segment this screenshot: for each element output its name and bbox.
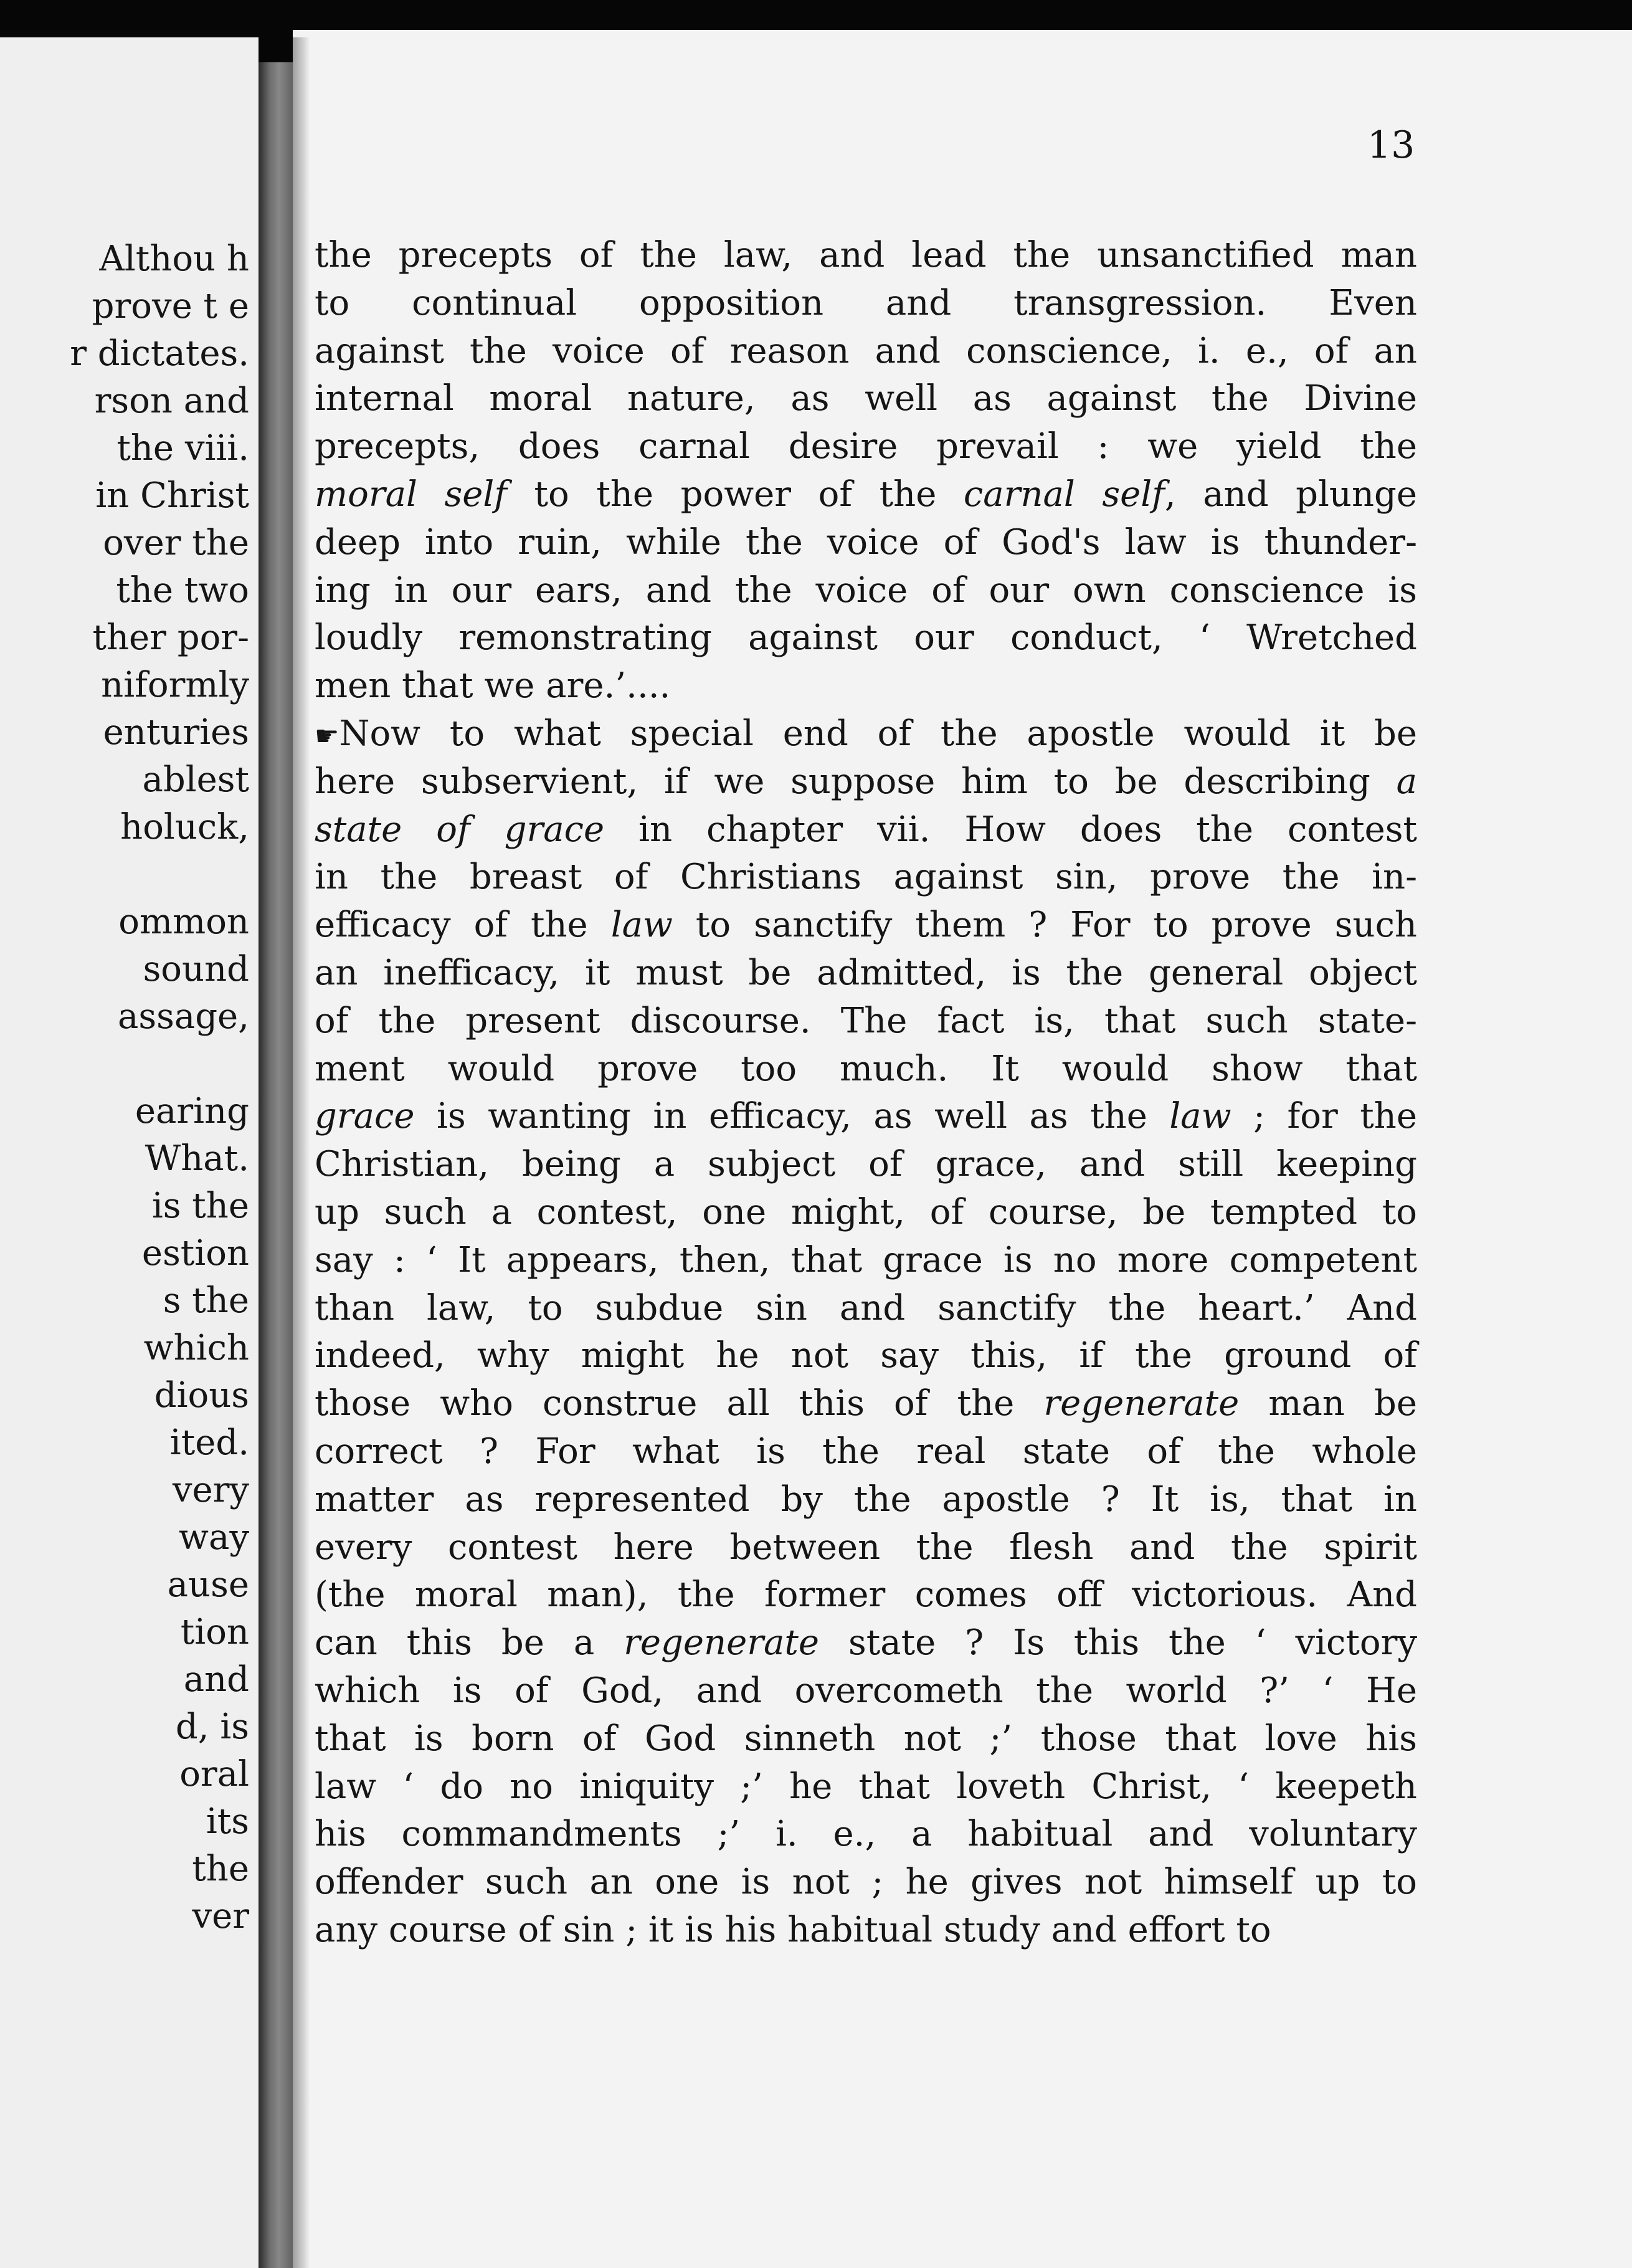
text-segment: to continual opposition and transgression. Even xyxy=(315,282,1417,323)
facing-page-line xyxy=(0,851,249,898)
facing-page-line: d, is xyxy=(175,1707,249,1747)
text-line xyxy=(315,1046,1417,1094)
text-segment: efficacy of the xyxy=(315,905,611,946)
facing-page-line: ause xyxy=(167,1565,249,1605)
facing-page-line: which xyxy=(143,1328,249,1368)
text-segment: loudly remonstrating against our conduct, ‘ Wretched xyxy=(315,617,1417,659)
facing-page-line: is the xyxy=(151,1186,249,1226)
text-line xyxy=(315,758,1417,806)
facing-page xyxy=(0,37,259,2268)
text-segment: an inefficacy, it must be admitted, is the general object xyxy=(315,952,1417,993)
text-segment: precepts, does carnal desire prevail : we yield the xyxy=(315,426,1417,467)
text-line xyxy=(315,1189,1417,1237)
text-segment: (the moral man), the former comes off victorious. And xyxy=(315,1575,1417,1616)
text-line xyxy=(315,1811,1417,1859)
facing-page-line: niformly xyxy=(101,665,249,705)
text-line xyxy=(315,998,1417,1046)
text-segment: those who construe all this of the xyxy=(315,1383,1044,1424)
emphasis-text: regenerate xyxy=(624,1622,820,1664)
emphasis-text: state of grace xyxy=(315,809,605,850)
text-line xyxy=(315,1476,1417,1524)
facing-page-line: rson and xyxy=(94,381,249,421)
text-segment: ing in our ears, and the voice of our own conscience is xyxy=(315,569,1417,611)
text-segment: men that we are.’.... xyxy=(315,665,671,707)
text-segment: Now to what special end of the apostle would it be xyxy=(339,713,1417,754)
text-segment: internal moral nature, as well as against the Divine xyxy=(315,378,1417,419)
emphasis-text: carnal self xyxy=(963,474,1165,515)
text-line xyxy=(315,1380,1417,1428)
facing-page-line: and xyxy=(183,1659,249,1700)
paragraph xyxy=(315,232,1417,710)
text-segment: against the voice of reason and conscience, i. e., of an xyxy=(315,330,1417,371)
text-line xyxy=(315,902,1417,950)
text-line xyxy=(315,950,1417,998)
book-gutter xyxy=(259,62,296,2268)
text-segment: state ? Is this the ‘ victory xyxy=(819,1622,1417,1664)
facing-page-line: ver xyxy=(192,1896,249,1937)
text-segment: law ‘ do no iniquity ;’ he that loveth Christ, ‘ keepeth xyxy=(315,1766,1417,1807)
text-segment: every contest here between the flesh and the spirit xyxy=(315,1527,1417,1568)
text-segment: deep into ruin, while the voice of God's law is thunder- xyxy=(315,522,1417,563)
text-line xyxy=(315,1859,1417,1907)
text-segment: to the power of the xyxy=(506,474,964,515)
text-line xyxy=(315,1428,1417,1476)
text-line xyxy=(315,1907,1417,1955)
text-line xyxy=(315,1332,1417,1380)
text-segment: say : ‘ It appears, then, that grace is no more competent xyxy=(315,1239,1417,1280)
text-line xyxy=(315,1763,1417,1811)
facing-page-line: in Christ xyxy=(95,475,249,516)
text-segment: which is of God, and overcometh the world ?’ ‘ He xyxy=(315,1670,1417,1711)
facing-page-line: dious xyxy=(154,1375,249,1416)
emphasis-text: grace xyxy=(315,1096,415,1137)
text-segment: to sanctify them ? For to prove such xyxy=(672,905,1417,946)
text-segment: of the present discourse. The fact is, that such state- xyxy=(315,1000,1417,1041)
facing-page-line: ther por- xyxy=(92,617,249,658)
facing-page-line: the xyxy=(192,1849,249,1889)
text-line xyxy=(315,1285,1417,1333)
text-line xyxy=(315,662,1417,710)
facing-page-line: s the xyxy=(163,1280,249,1321)
text-line xyxy=(315,1141,1417,1189)
text-line xyxy=(315,806,1417,854)
text-segment: man be xyxy=(1239,1383,1417,1424)
text-line xyxy=(315,1571,1417,1619)
text-segment: that is born of God sinneth not ;’ those that love his xyxy=(315,1718,1417,1759)
emphasis-text: law xyxy=(1169,1096,1231,1137)
text-segment: matter as represented by the apostle ? It is, that in xyxy=(315,1479,1417,1520)
facing-page-line: the viii. xyxy=(116,428,249,469)
text-line xyxy=(315,232,1417,280)
text-line xyxy=(315,1667,1417,1715)
facing-page-line xyxy=(0,1041,249,1088)
text-line xyxy=(315,1093,1417,1141)
text-line xyxy=(315,375,1417,423)
facing-page-line: its xyxy=(206,1801,249,1842)
facing-page-text xyxy=(0,236,249,1940)
text-segment: ment would prove too much. It would show that xyxy=(315,1048,1417,1089)
page-body xyxy=(315,232,1417,1955)
facing-page-line: assage, xyxy=(117,996,249,1037)
text-segment: than law, to subdue sin and sanctify the heart.’ And xyxy=(315,1287,1417,1328)
text-line xyxy=(315,1619,1417,1667)
text-line xyxy=(315,280,1417,328)
text-segment: here subservient, if we suppose him to be describing xyxy=(315,761,1397,802)
facing-page-line: r dictates. xyxy=(70,333,249,374)
emphasis-text: a xyxy=(1396,761,1417,802)
text-segment: , and plunge xyxy=(1164,474,1418,515)
facing-page-line: ablest xyxy=(142,760,249,800)
text-segment: up such a contest, one might, of course, be tempted to xyxy=(315,1191,1417,1232)
emphasis-text: law xyxy=(610,905,673,946)
facing-page-line: very xyxy=(172,1470,249,1510)
text-line xyxy=(315,710,1417,758)
facing-page-line: oral xyxy=(179,1754,249,1794)
facing-page-line: ommon xyxy=(118,902,249,942)
text-segment: in the breast of Christians against sin, prove the in- xyxy=(315,857,1417,898)
paragraph xyxy=(315,710,1417,1955)
text-segment: correct ? For what is the real state of the whole xyxy=(315,1431,1417,1472)
text-line xyxy=(315,519,1417,567)
page-number: 13 xyxy=(1367,123,1415,167)
facing-page-line: over the xyxy=(103,523,249,563)
text-segment: ; for the xyxy=(1231,1096,1417,1137)
facing-page-line: earing xyxy=(135,1091,249,1132)
text-segment: offender such an one is not ; he gives not himself up to xyxy=(315,1862,1417,1903)
text-segment: in chapter vii. How does the contest xyxy=(604,809,1418,850)
facing-page-line: What. xyxy=(145,1138,249,1179)
text-line xyxy=(315,423,1417,471)
text-segment: Christian, being a subject of grace, and still keeping xyxy=(315,1144,1417,1185)
text-segment: can this be a xyxy=(315,1622,624,1664)
text-line xyxy=(315,471,1417,519)
page-shadow xyxy=(293,37,310,2268)
facing-page-line: ited. xyxy=(169,1422,249,1463)
text-segment: any course of sin ; it is his habitual study and effort to xyxy=(315,1909,1271,1950)
emphasis-text: regenerate xyxy=(1043,1383,1240,1424)
text-line xyxy=(315,1237,1417,1285)
facing-page-line: way xyxy=(179,1517,249,1558)
text-line xyxy=(315,854,1417,902)
text-line xyxy=(315,1715,1417,1763)
facing-page-line: estion xyxy=(141,1233,249,1274)
emphasis-text: moral self xyxy=(315,474,507,515)
text-segment: his commandments ;’ i. e., a habitual and voluntary xyxy=(315,1814,1417,1855)
text-segment: is wanting in efficacy, as well as the xyxy=(414,1096,1170,1137)
facing-page-line: tion xyxy=(180,1612,249,1652)
text-segment: indeed, why might he not say this, if the ground of xyxy=(315,1335,1417,1376)
facing-page-line: Althou h xyxy=(99,239,249,279)
facing-page-line: prove t e xyxy=(92,286,249,326)
text-line xyxy=(315,1524,1417,1572)
text-line xyxy=(315,328,1417,376)
facing-page-line: the two xyxy=(116,570,249,611)
text-line xyxy=(315,567,1417,615)
facing-page-line: holuck, xyxy=(120,807,249,847)
text-line xyxy=(315,614,1417,662)
text-segment: the precepts of the law, and lead the unsanctified man xyxy=(315,235,1417,275)
pointing-hand-icon: ☛ xyxy=(315,720,339,752)
facing-page-line: sound xyxy=(143,949,249,989)
facing-page-line: enturies xyxy=(103,712,249,753)
